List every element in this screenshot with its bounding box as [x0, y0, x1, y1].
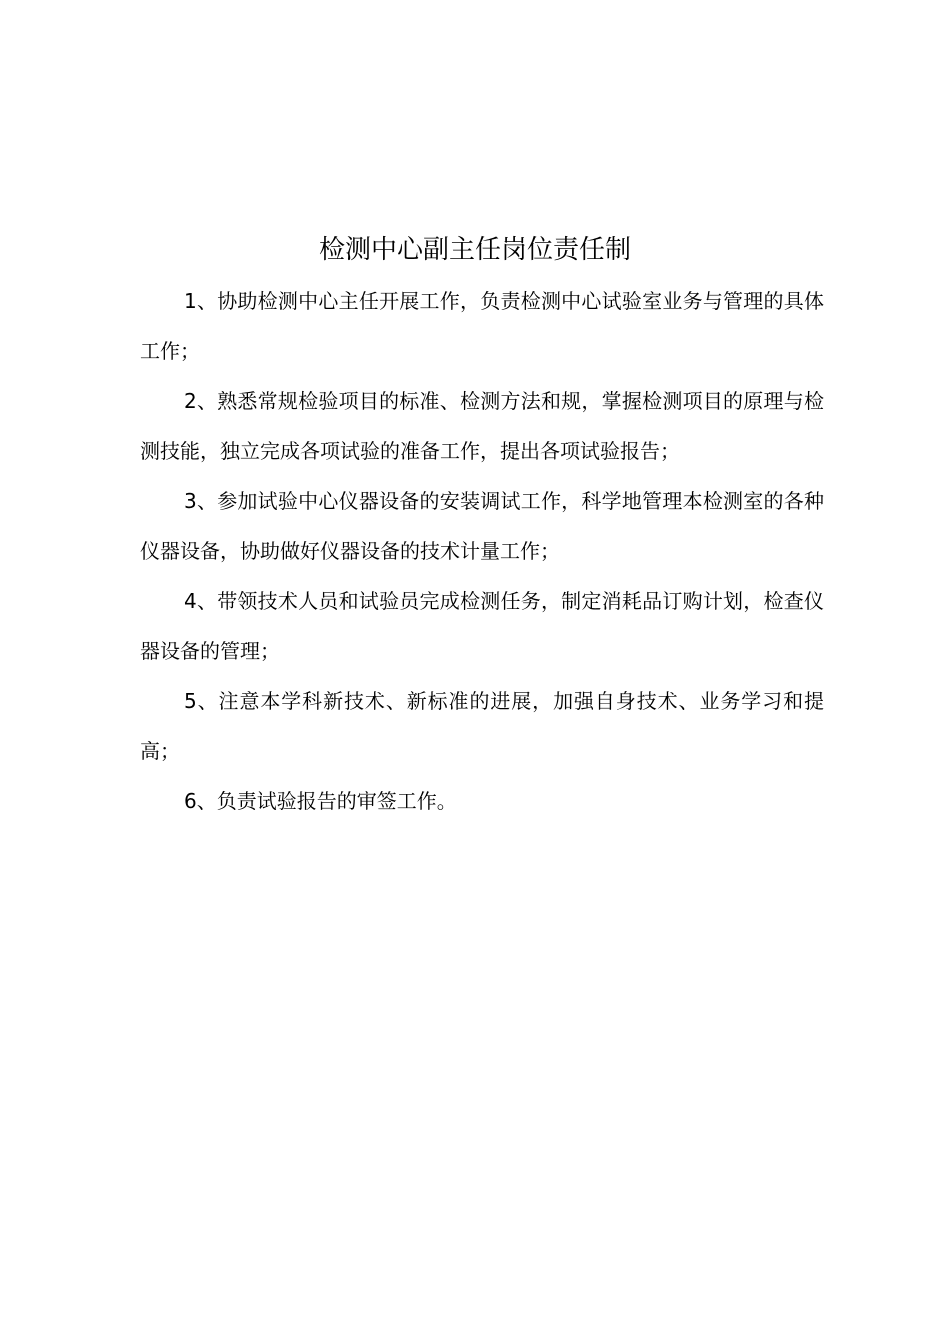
- document-body: [140, 276, 824, 826]
- paragraph-1: 1、协助检测中心主任开展工作，负责检测中心试验室业务与管理的具体工作；: [140, 289, 824, 363]
- paragraph-4: 4、带领技术人员和试验员完成检测任务，制定消耗品订购计划，检查仪器设备的管理；: [140, 589, 824, 663]
- paragraph-6: 6、负责试验报告的审签工作。: [184, 789, 457, 813]
- paragraph-5: 5、注意本学科新技术、新标准的进展，加强自身技术、业务学习和提高；: [140, 689, 824, 763]
- paragraph-2: 2、熟悉常规检验项目的标准、检测方法和规，掌握检测项目的原理与检测技能，独立完成各项试验的准备工作，提出各项试验报告；: [140, 389, 824, 463]
- document-title: 检测中心副主任岗位责任制: [318, 235, 631, 265]
- paragraph-3: 3、参加试验中心仪器设备的安装调试工作，科学地管理本检测室的各种仪器设备，协助做好仪器设备的技术计量工作；: [140, 489, 824, 563]
